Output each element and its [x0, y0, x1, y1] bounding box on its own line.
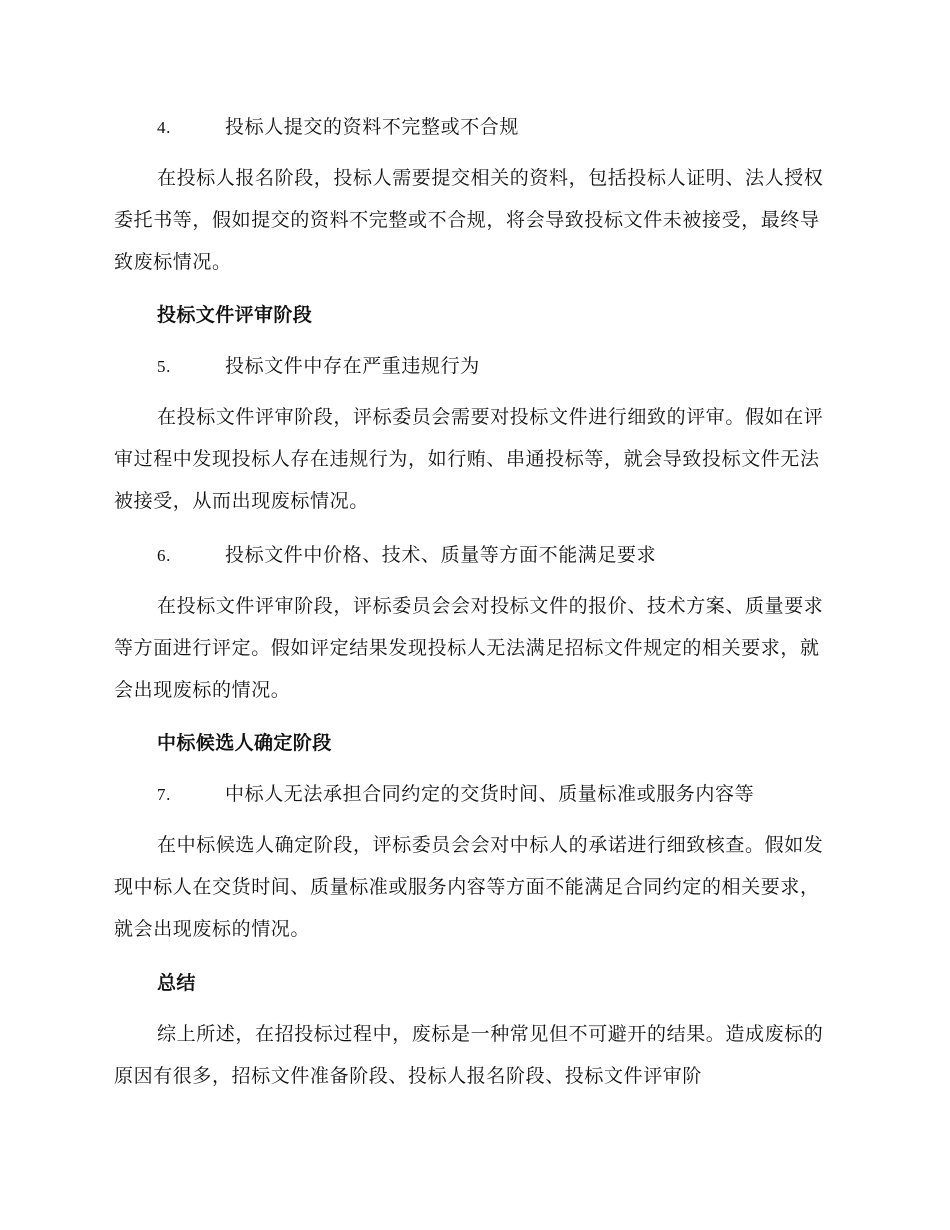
item-title: 投标文件中价格、技术、质量等方面不能满足要求	[225, 544, 657, 566]
section-heading: 总结	[157, 972, 196, 994]
list-item-5	[157, 345, 847, 388]
item-number: 4.	[157, 118, 171, 137]
section-heading: 中标候选人确定阶段	[157, 732, 332, 754]
paragraph: 在投标文件评审阶段，评标委员会会对投标文件的报价、技术方案、质量要求等方面进行评定。假如评定结果发现投标人无法满足招标文件规定的相关要求，就会出现废标的情况。	[114, 595, 824, 701]
item-number: 6.	[157, 546, 171, 565]
paragraph: 综上所述，在招投标过程中，废标是一种常见但不可避开的结果。造成废标的原因有很多，招标文件准备阶段、投标人报名阶段、投标文件评审阶	[114, 1023, 824, 1087]
list-item-7	[157, 773, 847, 816]
section-heading: 投标文件评审阶段	[157, 304, 313, 326]
list-item-4	[157, 106, 847, 149]
paragraph: 在投标人报名阶段，投标人需要提交相关的资料，包括投标人证明、法人授权委托书等，假如提交的资料不完整或不合规，将会导致投标文件未被接受，最终导致废标情况。	[114, 167, 824, 273]
item-title: 中标人无法承担合同约定的交货时间、质量标准或服务内容等	[225, 783, 755, 805]
paragraph: 在中标候选人确定阶段，评标委员会会对中标人的承诺进行细致核查。假如发现中标人在交货时间、质量标准或服务内容等方面不能满足合同约定的相关要求，就会出现废标的情况。	[114, 834, 824, 940]
item-title: 投标文件中存在严重违规行为	[225, 355, 480, 377]
item-number: 5.	[157, 357, 171, 376]
paragraph: 在投标文件评审阶段，评标委员会需要对投标文件进行细致的评审。假如在评审过程中发现投标人存在违规行为，如行贿、串通投标等，就会导致投标文件无法被接受，从而出现废标情况。	[114, 406, 824, 512]
list-item-6	[157, 534, 847, 577]
item-number: 7.	[157, 785, 171, 804]
item-title: 投标人提交的资料不完整或不合规	[225, 116, 520, 138]
